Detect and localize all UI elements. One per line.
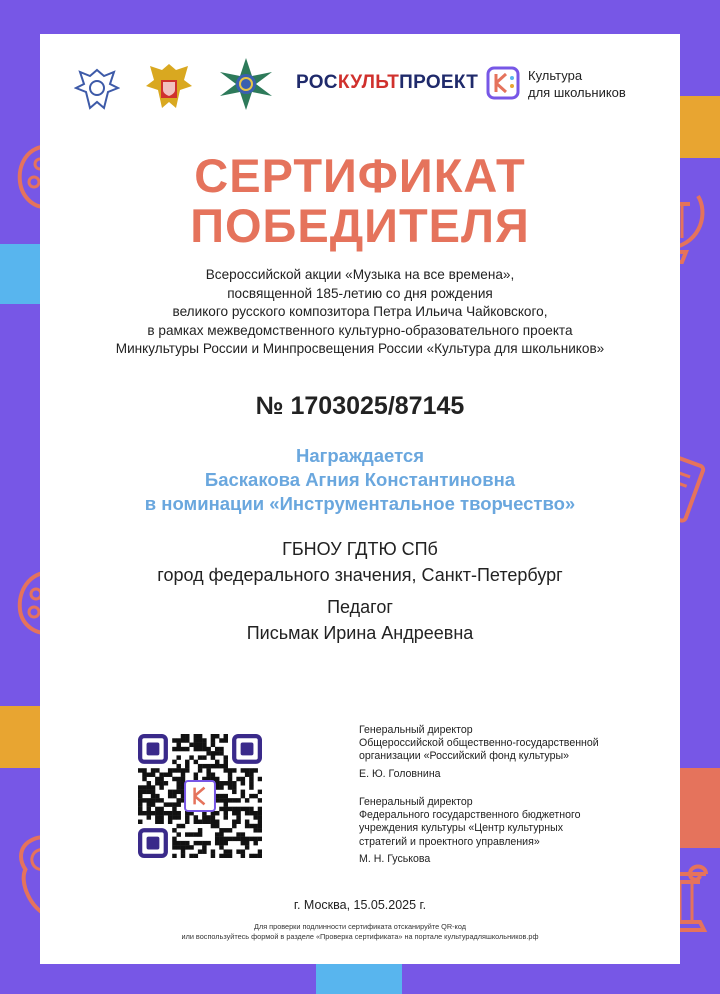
intro-line: Всероссийской акции «Музыка на все времена», [205,267,515,282]
star-emblem-icon [218,56,274,112]
coat-of-arms-icon [144,60,194,114]
intro-line: великого русского композитора Петра Ильича Чайковского, [172,304,548,319]
signature-line: Генеральный директор [359,796,473,808]
teacher-name: Письмак Ирина Андреевна [246,623,474,643]
certificate-page [40,34,680,964]
institution-city: город федерального значения, Санкт-Петербург [157,565,563,585]
certificate-title-line2: ПОБЕДИТЕЛЯ [190,199,530,252]
footer-note-line2: или воспользуйтесь формой в разделе «Проверка сертификата» на портале культурадляшкольников.рф [181,932,539,941]
signature-line: Федерального государственного бюджетного [359,809,581,822]
intro-line: Минкультуры России и Минпросвещения России «Культура для школьников» [115,341,605,356]
logo-bar [40,34,680,144]
certificate-title-line1: СЕРТИФИКАТ [194,149,526,202]
institution-name: ГБНОУ ГДТЮ СПб [282,539,438,559]
footer-note [40,922,680,942]
signature-line: Общероссийской общественно-государственной [359,737,599,750]
place-date: г. Москва, 15.05.2025 г. [293,898,427,912]
award-block [40,444,680,516]
signatory-name: Е. Ю. Головнина [359,767,441,780]
intro-line: в рамках межведомственного культурно-образовательного проекта [147,322,573,338]
stripe-right-orange [680,768,720,848]
intro-line: посвященной 185-летию со дня рождения [227,285,493,301]
signature-line: учреждения культуры «Центр культурных [359,822,564,835]
teacher-label: Педагог [327,597,393,617]
roskultproekt-logo: РОСКУЛЬТПРОЕКТ [296,72,479,93]
stripe-right-yellow [680,96,720,158]
signatory-name: М. Н. Гуськова [359,852,431,865]
certificate-number: № 1703025/87145 [255,392,465,420]
award-label: Награждается [295,445,425,466]
signature-line: организации «Российский фонд культуры» [359,750,570,763]
teacher-block [40,594,680,646]
stripe-top-blue [500,0,610,34]
culture-logo-line2: для школьников [528,85,626,100]
stripe-bottom-blue [316,964,402,994]
footer-note-line1: Для проверки подлинности сертификата отсканируйте QR-код [254,922,466,931]
stripe-left-yellow [0,706,40,768]
qr-code[interactable] [138,734,262,858]
institution-block [40,536,680,588]
signature-line: стратегий и проектного управления» [359,835,540,848]
winner-name: Баскакова Агния Константиновна [204,469,516,490]
intro-text [100,266,620,359]
ministry-emblem-icon [74,64,120,114]
signature-block-2 [359,796,581,866]
signature-block-1 [359,724,599,781]
signature-line: Генеральный директор [359,724,473,736]
culture-logo-line1: Культура [528,68,583,83]
culture-logo-mark-icon [486,66,522,100]
nomination: в номинации «Инструментальное творчество» [144,493,576,514]
stripe-left-blue [0,244,40,304]
